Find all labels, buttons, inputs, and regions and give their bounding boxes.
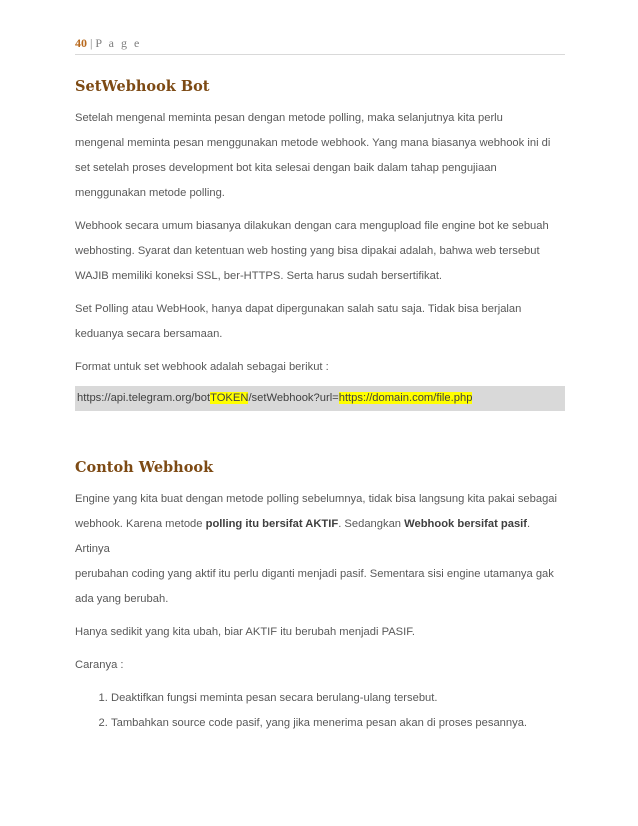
page-content — [75, 76, 565, 736]
code-block-setwebhook-url — [75, 386, 565, 411]
text-fragment: . Sedangkan — [338, 518, 405, 530]
text-line: perubahan coding yang aktif itu perlu diganti menjadi pasif. Sementara sisi engine utamanya gak — [75, 568, 554, 580]
header-rule — [75, 54, 565, 55]
paragraph-caranya: Caranya : — [75, 659, 124, 671]
bold-webhook-pasif: Webhook bersifat pasif — [404, 518, 528, 530]
text-line: WAJIB memiliki koneksi SSL, ber-HTTPS. Serta harus sudah bersertifikat. — [75, 270, 443, 282]
paragraph-ubah: Hanya sedikit yang kita ubah, biar AKTIF itu berubah menjadi PASIF. — [75, 626, 415, 638]
list-item: 1. Deaktifkan fungsi meminta pesan secara berulang-ulang tersebut. — [111, 686, 565, 711]
code-token-placeholder: TOKEN — [210, 392, 249, 404]
text-line: Set Polling atau WebHook, hanya dapat dipergunakan salah satu saja. Tidak bisa berjalan — [75, 303, 522, 315]
text-line: webhook. Karena metode — [75, 518, 206, 530]
text-line: mengenal meminta pesan menggunakan metode webhook. Yang mana biasanya webhook ini di — [75, 137, 551, 149]
header-separator: | — [90, 36, 93, 50]
text-line: set setelah proses development bot kita selesai dengan baik dalam tahap pengujiaan — [75, 162, 497, 174]
text-fragment: . Artinya — [75, 518, 531, 555]
text-line: ada yang berubah. — [75, 593, 169, 605]
paragraph-intro — [75, 106, 565, 206]
section-heading-contoh-webhook: Contoh Webhook — [75, 459, 214, 476]
section-heading-setwebhook: SetWebhook Bot — [75, 78, 210, 95]
paragraph-format: Format untuk set webhook adalah sebagai berikut : — [75, 361, 329, 373]
code-url-base: https://api.telegram.org/bot — [77, 392, 211, 404]
text-line: menggunakan metode polling. — [75, 187, 225, 199]
text-line: Engine yang kita buat dengan metode polling sebelumnya, tidak bisa langsung kita pakai sebagai — [75, 493, 558, 505]
paragraph-contoh — [75, 487, 565, 612]
text-line: keduanya secara bersamaan. — [75, 328, 223, 340]
text-line: Webhook secara umum biasanya dilakukan dengan cara mengupload file engine bot ke sebuah — [75, 220, 549, 232]
paragraph-polling-or-webhook — [75, 297, 565, 347]
page-label: P a g e — [95, 36, 142, 50]
list-item: 2. Tambahkan source code pasif, yang jika menerima pesan akan di proses pesannya. — [111, 711, 565, 736]
code-domain-placeholder: https://domain.com/file.php — [338, 392, 473, 404]
paragraph-webhook-hosting — [75, 214, 565, 289]
page-header — [75, 36, 565, 52]
text-line: webhosting. Syarat dan ketentuan web hosting yang bisa dipakai adalah, bahwa web tersebut — [75, 245, 540, 257]
bold-polling-aktif: polling itu bersifat AKTIF — [205, 518, 339, 530]
text-line: Setelah mengenal meminta pesan dengan metode polling, maka selanjutnya kita perlu — [75, 112, 503, 124]
code-url-path: /setWebhook?url= — [248, 392, 339, 404]
page-number: 40 — [75, 36, 87, 50]
steps-list — [75, 686, 565, 736]
